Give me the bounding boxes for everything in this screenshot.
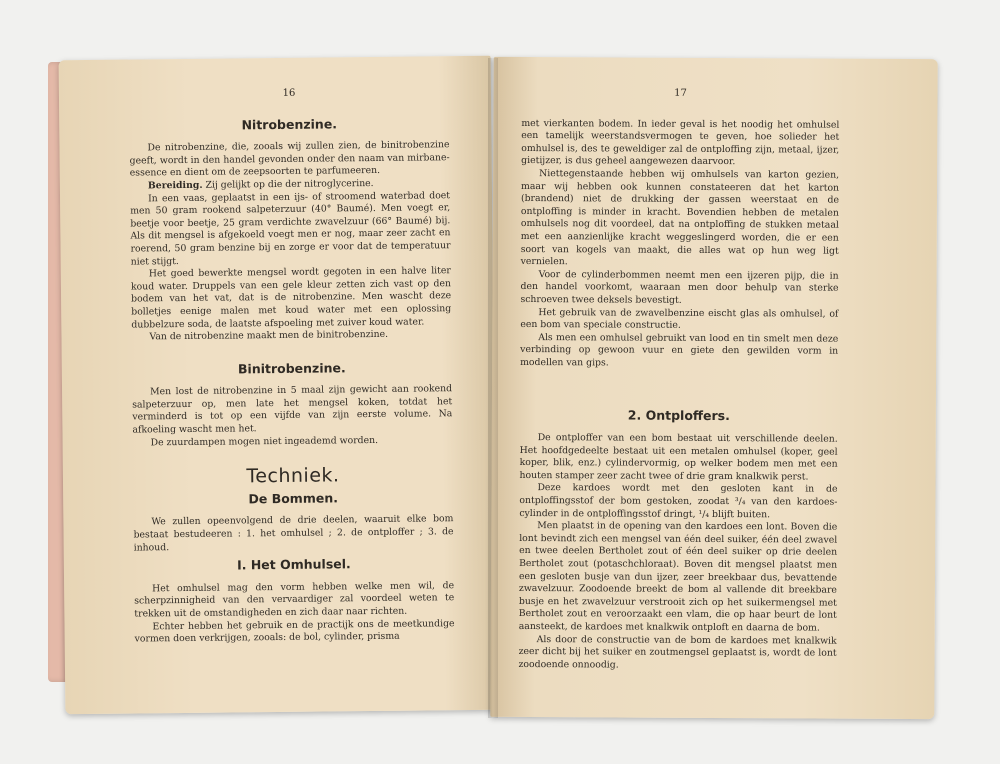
section-title-bommen: De Bommen. — [248, 490, 339, 507]
paragraph: De ontploffer van een bom bestaat uit verschillende deelen. Het hoofdgedeelte bestaat uit een metalen omhulsel (koper, geel koper, blik, enz.) cylindervormig, op welker bodem men met een houten stamper zeer zacht twee of drie gram knalkwik perst. — [519, 432, 838, 483]
paragraph: Voor de cylinderbommen neemt men een ijzeren pijp, die in den handel voorkomt, waaraan men door behulp van sterke schroeven twee deksels bevestigt. — [520, 268, 839, 306]
paragraph: Echter hebben het gebruik en de practijk ons de meetkundige vormen doen verkrijgen, zooals: de bol, cylinder, prisma — [134, 617, 455, 645]
chapter-title-techniek: Techniek. — [246, 464, 340, 488]
paragraph: Men plaatst in de opening van den kardoes een lont. Boven die lont bevindt zich een mengsel van één deel suiker, één deel zwavel en twee deelen Bertholet zout of één deel suiker op drie deelen Bertholet zout (potaschchloraat). Boven dit mengsel plaatst men een gesloten busje van dun ijzer, zeer breekbaar dus, bevattende zwavelzuur. Zoodoende breekt de bom al vallende dit breekbare busje en het zwavelzuur verstrooit zich op het suikermengsel met Bertholet zout en veroorzaakt een vlam, die op haar beurt de lont aansteekt, de kardoes met knalkwik ontploft en daarna de bom. — [518, 520, 838, 634]
paragraph: Niettegenstaande hebben wij omhulsels van karton gezien, maar wij hebben ook kunnen constateeren dat het karton (brandend) niet de drukking der gassen weerstaat en de ontploffing is minder in kracht. Bovendien hebben de metalen omhulsels nog dit voordeel, dat na ontploffing de stukken metaal met een aanzienlijke kracht weggeslingerd worden, die er een soort van kogels van maakt, die alles wat op hun weg ligt vernielen. — [520, 168, 840, 268]
paragraph: Het gebruik van de zwavelbenzine eischt glas als omhulsel, of een bom van speciale constructie. — [520, 306, 839, 331]
paragraph: Van de nitrobenzine maakt men de binitrobenzine. — [149, 328, 389, 343]
right-page — [490, 57, 937, 719]
left-page — [59, 56, 498, 714]
page-number: 17 — [674, 87, 687, 99]
paragraph: Het omhulsel mag den vorm hebben welke men wil, de scherpzinnigheid van den vervaardiger zal voordeel weten te trekken uit de omstandigheden en zich daar naar richten. — [134, 579, 455, 620]
left-page-content — [129, 86, 455, 646]
paragraph: De nitrobenzine, die, zooals wij zullen zien, de binitrobenzine geeft, wordt in den handel gevonden onder den naam van mirbane-essence en dient om de zeepsoorten te parfumeeren. — [129, 139, 450, 179]
page-number: 16 — [282, 87, 296, 99]
open-booklet — [48, 52, 938, 720]
section-title-ontploffers: 2. Ontploffers. — [627, 408, 730, 424]
paragraph: In een vaas, geplaatst in een ijs- of stroomend waterbad doet men 50 gram rookend salpeterzuur (40° Baumé). Men voegt er, beetje voor beetje, 25 gram verdichte zwavelzuur (66° Baumé) bij. Als dit mengsel is afgekoeld voegt men er nog, maar zeer zacht en roerend, 50 gram benzine bij en zorge er voor dat de temperatuur niet stijgt. — [130, 189, 451, 268]
book-gutter — [488, 58, 498, 718]
section-title-omhulsel: I. Het Omhulsel. — [236, 556, 351, 573]
paragraph: met vierkanten bodem. In ieder geval is het noodig het omhulsel een tamelijk weerstandsvermogen te geven, hoe solieder het omhulsel is, des te geweldiger zal de ontploffing zijn, metaal, ijzer, gietijzer, is dus geheel aangewezen daarvoor. — [521, 117, 840, 168]
bereiding-label: Bereiding. — [147, 179, 203, 192]
section-title-binitrobenzine: Binitrobenzine. — [237, 359, 346, 377]
paragraph: Als door de constructie van de bom de kardoes met knalkwik zeer dicht bij het suiker en zoutmengsel geplaatst is, wordt de lont zoodoende onnoodig. — [518, 633, 837, 671]
paragraph: Men lost de nitrobenzine in 5 maal zijn gewicht aan rookend salpeterzuur op, men late het mengsel koken, totdat het verminderd is tot op een vijfde van zijn eerste volume. Na afkoeling wascht men het. — [132, 383, 453, 436]
right-page-content — [519, 87, 840, 673]
paragraph: Als men een omhulsel gebruikt van lood en tin smelt men deze verbinding op gewoon vuur en giete den gewilden vorm in modellen van gips. — [520, 331, 839, 369]
section-title-nitrobenzine: Nitrobenzine. — [241, 115, 338, 132]
paragraph: De zuurdampen mogen niet ingeademd worden. — [150, 434, 379, 448]
bereiding-text: Zij gelijkt op die der nitroglycerine. — [202, 177, 374, 191]
paragraph: Het goed bewerkte mengsel wordt gegoten in een halve liter koud water. Druppels van een gele kleur zetten zich vast op den bodem van het vat, dat is de nitrobenzine. Men wascht deze bolletjes eenige malen met koud water met een oplossing dubbelzure soda, de laatste afspoeling met zuiver koud water. — [130, 265, 452, 331]
paragraph: We zullen opeenvolgend de drie deelen, waaruit elke bom bestaat bestudeeren : 1. het omhulsel ; 2. de ontploffer ; 3. de inhoud. — [133, 513, 454, 554]
paragraph: Deze kardoes wordt met den gesloten kant in de ontploffingsstof der bom gestoken, zoodat ³/₄ van den kardoes-cylinder in de ontploffingsstof dringt, ¹/₄ blijft buiten. — [519, 482, 838, 520]
